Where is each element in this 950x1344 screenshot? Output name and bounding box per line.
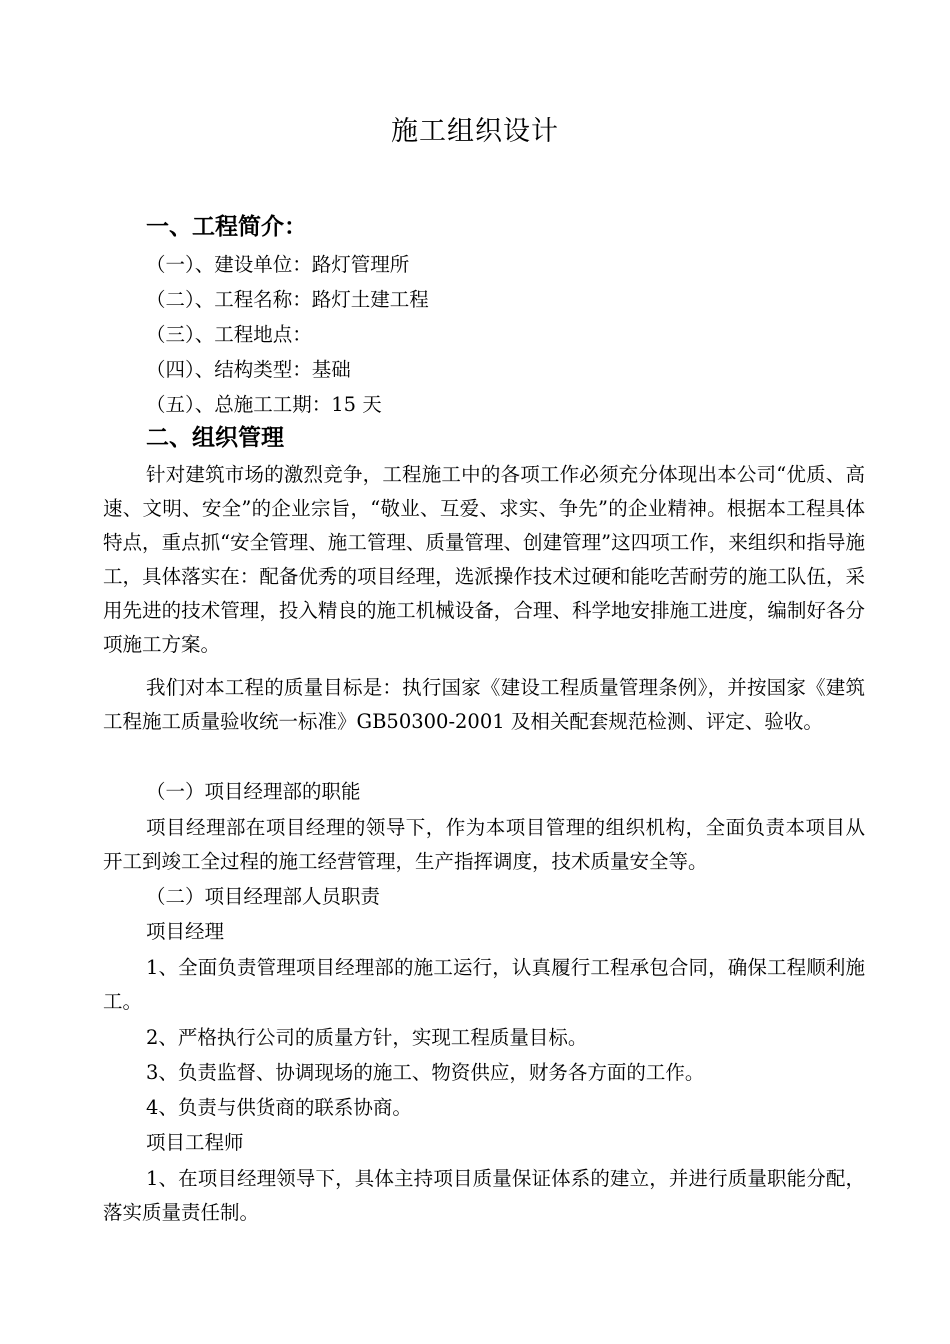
section-heading-project-overview: 一、工程简介：	[146, 214, 307, 240]
overview-item-client: （一）、建设单位：路灯管理所	[146, 253, 410, 276]
paragraph-quality-target: 我们对本工程的质量目标是：执行国家《建设工程质量管理条例》，并按国家《建筑工程施工质量验收统一标准》GB50300-2001 及相关配套规范检测、评定、验收。	[103, 676, 865, 733]
subheading-staff-duties: （二）项目经理部人员职责	[146, 885, 381, 908]
pe-duty-1: 1、在项目经理领导下，具体主持项目质量保证体系的建立，并进行质量职能分配，落实质量责任制。	[103, 1167, 865, 1224]
overview-item-duration: （五）、总施工工期：15 天	[146, 393, 382, 416]
pm-duty-2: 2、严格执行公司的质量方针，实现工程质量目标。	[146, 1026, 588, 1049]
overview-item-structure-type: （四）、结构类型：基础	[146, 358, 351, 381]
pm-duty-4: 4、负责与供货商的联系协商。	[146, 1096, 412, 1119]
overview-item-location: （三）、工程地点：	[146, 323, 312, 346]
section-heading-organization: 二、组织管理	[146, 425, 284, 451]
role-title-project-engineer: 项目工程师	[146, 1131, 244, 1154]
pm-duty-1: 1、全面负责管理项目经理部的施工运行，认真履行工程承包合同，确保工程顺利施工。	[103, 956, 865, 1013]
paragraph-management-principles: 针对建筑市场的激烈竞争，工程施工中的各项工作必须充分体现出本公司“优质、高速、文明、安全”的企业宗旨，“敬业、互爱、求实、争先”的企业精神。根据本工程具体特点，重点抓“安全管理、施工管理、质量管理、创建管理”这四项工作，来组织和指导施工，具体落实在：配备优秀的项目经理，选派操作技术过硬和能吃苦耐劳的施工队伍，采用先进的技术管理，投入精良的施工机械设备，合理、科学地安排施工进度，编制好各分项施工方案。	[103, 463, 865, 656]
pm-duty-3: 3、负责监督、协调现场的施工、物资供应，财务各方面的工作。	[146, 1061, 705, 1084]
document-title: 施工组织设计	[391, 116, 559, 147]
overview-item-project-name: （二）、工程名称：路灯土建工程	[146, 288, 429, 311]
role-title-project-manager: 项目经理	[146, 920, 225, 943]
subheading-dept-functions: （一）项目经理部的职能	[146, 780, 361, 803]
paragraph-dept-functions: 项目经理部在项目经理的领导下，作为本项目管理的组织机构，全面负责本项目从开工到竣工全过程的施工经营管理，生产指挥调度，技术质量安全等。	[103, 816, 865, 873]
